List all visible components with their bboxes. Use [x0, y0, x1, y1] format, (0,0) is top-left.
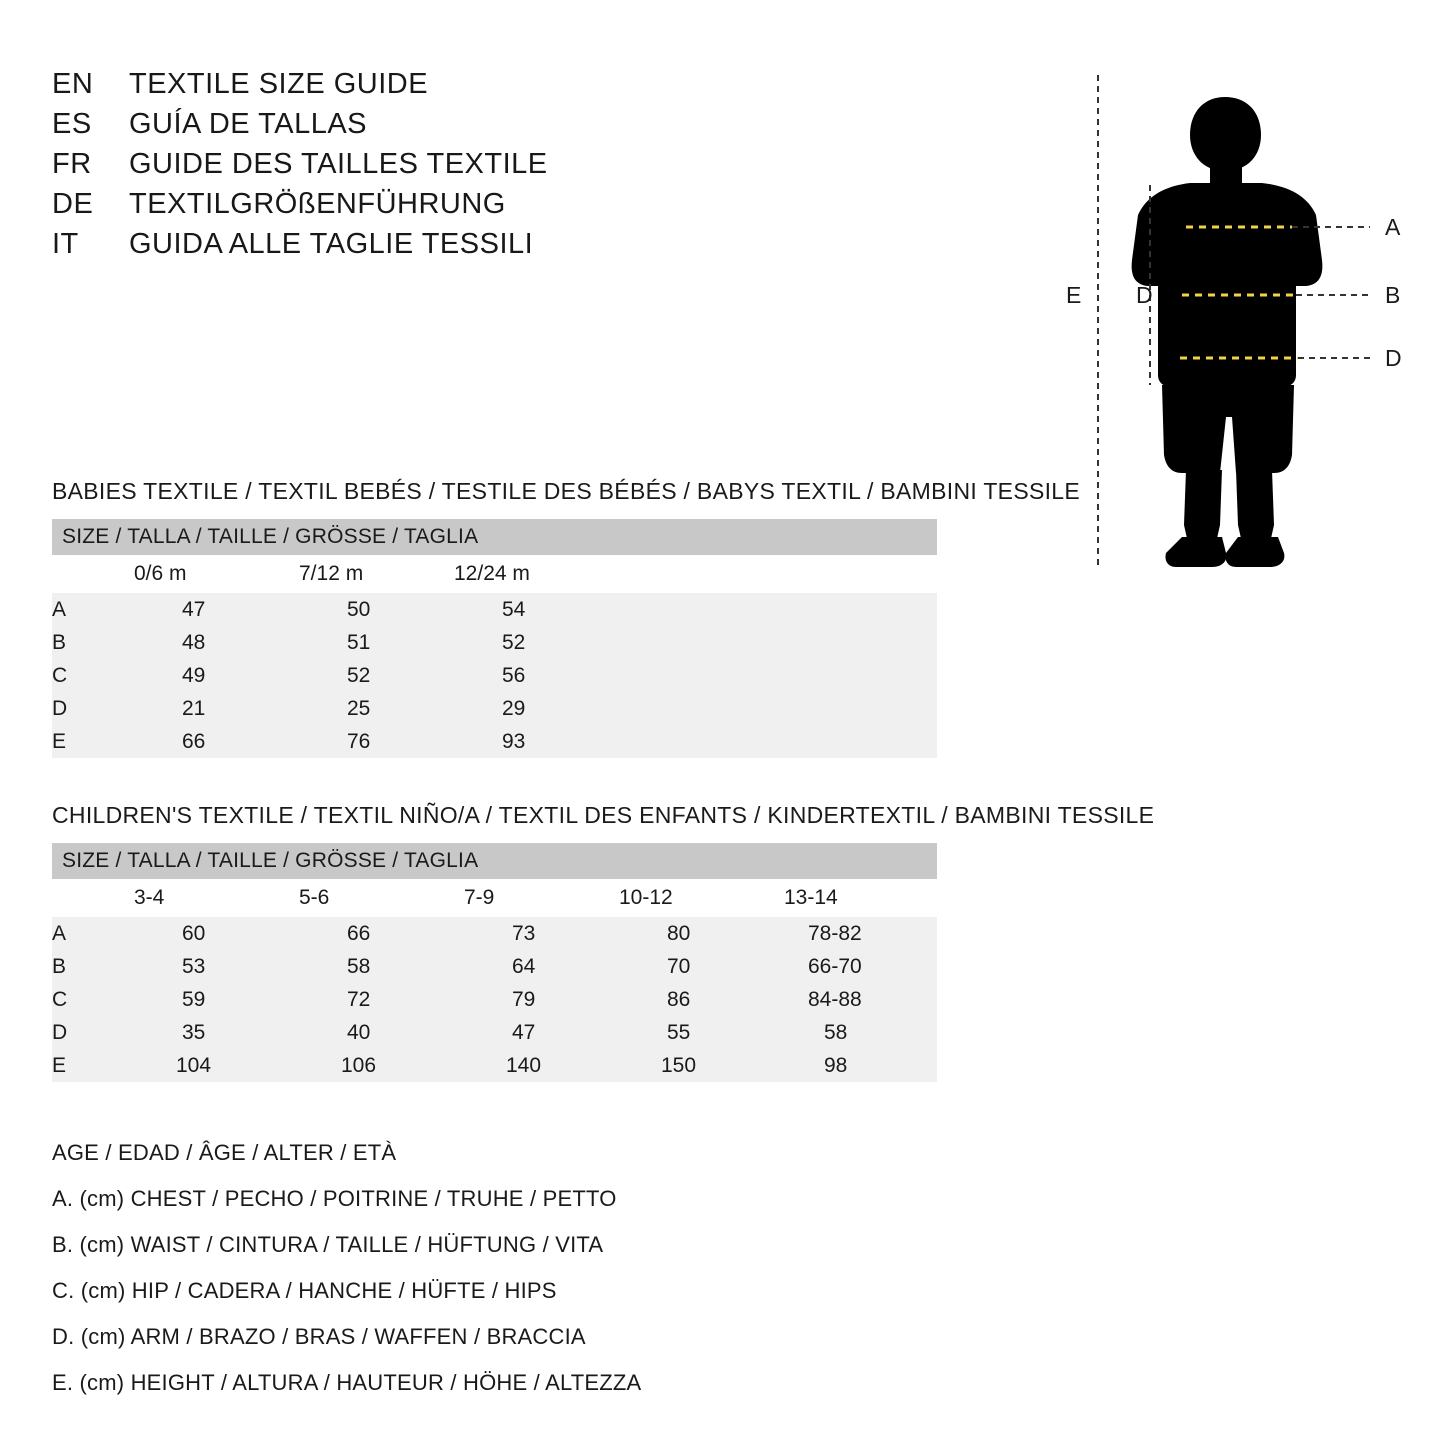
babies-a-1: 50	[299, 593, 454, 626]
title-lang-de: DE	[52, 188, 94, 220]
children-b-1: 58	[299, 950, 464, 983]
babies-c-1: 52	[299, 659, 454, 692]
marker-label-c: D	[1385, 345, 1402, 371]
babies-row-label-b: B	[52, 626, 134, 659]
children-section	[52, 802, 1392, 1082]
babies-a-0: 47	[134, 593, 299, 626]
babies-e-1: 76	[299, 725, 454, 758]
table-row	[52, 983, 937, 1016]
children-a-2: 73	[464, 917, 619, 950]
table-header-row	[52, 843, 937, 879]
title-row-de	[52, 188, 752, 221]
children-a-0: 60	[134, 917, 299, 950]
title-lang-fr: FR	[52, 148, 92, 180]
children-c-3: 86	[619, 983, 784, 1016]
babies-row-label-d: D	[52, 692, 134, 725]
children-size-table	[52, 843, 937, 1082]
title-row-es	[52, 108, 752, 141]
children-d-0: 35	[134, 1016, 299, 1049]
babies-b-2: 52	[454, 626, 937, 659]
table-row	[52, 692, 937, 725]
spacer-cell	[52, 879, 134, 917]
babies-size-table	[52, 519, 937, 758]
title-block	[52, 68, 752, 268]
children-c-4: 84-88	[784, 983, 937, 1016]
children-a-3: 80	[619, 917, 784, 950]
table-row	[52, 659, 937, 692]
children-e-0: 104	[134, 1049, 299, 1082]
children-col-4: 13-14	[784, 879, 937, 917]
babies-a-2: 54	[454, 593, 937, 626]
title-text-de: TEXTILGRÖßENFÜHRUNG	[129, 188, 506, 220]
children-e-4: 98	[784, 1049, 937, 1082]
children-c-2: 79	[464, 983, 619, 1016]
babies-d-0: 21	[134, 692, 299, 725]
children-row-label-c: C	[52, 983, 134, 1016]
babies-table-header: SIZE / TALLA / TAILLE / GRÖSSE / TAGLIA	[52, 519, 937, 555]
babies-c-0: 49	[134, 659, 299, 692]
title-row-it	[52, 228, 752, 261]
babies-col-1: 7/12 m	[299, 555, 454, 593]
babies-e-2: 93	[454, 725, 937, 758]
children-d-3: 55	[619, 1016, 784, 1049]
children-d-1: 40	[299, 1016, 464, 1049]
children-b-3: 70	[619, 950, 784, 983]
marker-label-e: E	[1066, 282, 1082, 308]
title-text-es: GUÍA DE TALLAS	[129, 108, 368, 140]
legend-block	[52, 1140, 952, 1416]
babies-b-1: 51	[299, 626, 454, 659]
table-row	[52, 725, 937, 758]
legend-waist: B. (cm) WAIST / CINTURA / TAILLE / HÜFTUNG / VITA	[52, 1232, 604, 1257]
children-a-4: 78-82	[784, 917, 937, 950]
marker-label-d: D	[1136, 282, 1153, 308]
babies-b-0: 48	[134, 626, 299, 659]
children-col-2: 7-9	[464, 879, 619, 917]
table-row	[52, 1016, 937, 1049]
children-row-label-e: E	[52, 1049, 134, 1082]
title-lang-it: IT	[52, 228, 79, 260]
children-a-1: 66	[299, 917, 464, 950]
children-c-1: 72	[299, 983, 464, 1016]
title-lang-es: ES	[52, 108, 92, 140]
legend-chest: A. (cm) CHEST / PECHO / POITRINE / TRUHE / PETTO	[52, 1186, 617, 1211]
marker-label-b: B	[1385, 282, 1401, 308]
children-col-3: 10-12	[619, 879, 784, 917]
babies-e-0: 66	[134, 725, 299, 758]
children-b-2: 64	[464, 950, 619, 983]
babies-col-2: 12/24 m	[454, 555, 937, 593]
children-d-4: 58	[784, 1016, 937, 1049]
title-text-it: GUIDA ALLE TAGLIE TESSILI	[129, 228, 534, 260]
children-col-0: 3-4	[134, 879, 299, 917]
children-e-1: 106	[299, 1049, 464, 1082]
table-row	[52, 593, 937, 626]
children-e-2: 140	[464, 1049, 619, 1082]
legend-age: AGE / EDAD / ÂGE / ALTER / ETÀ	[52, 1140, 397, 1165]
children-d-2: 47	[464, 1016, 619, 1049]
children-b-4: 66-70	[784, 950, 937, 983]
children-table-header: SIZE / TALLA / TAILLE / GRÖSSE / TAGLIA	[52, 843, 937, 879]
babies-section	[52, 478, 1392, 758]
title-row-en	[52, 68, 752, 101]
babies-row-label-a: A	[52, 593, 134, 626]
children-e-3: 150	[619, 1049, 784, 1082]
children-b-0: 53	[134, 950, 299, 983]
children-c-0: 59	[134, 983, 299, 1016]
marker-label-a: A	[1385, 214, 1401, 240]
table-sizes-row	[52, 555, 937, 593]
babies-row-label-e: E	[52, 725, 134, 758]
table-row	[52, 626, 937, 659]
children-row-label-b: B	[52, 950, 134, 983]
title-row-fr	[52, 148, 752, 181]
table-row	[52, 1049, 937, 1082]
children-col-1: 5-6	[299, 879, 464, 917]
babies-section-title: BABIES TEXTILE / TEXTIL BEBÉS / TESTILE DES BÉBÉS / BABYS TEXTIL / BAMBINI TESSILE	[52, 478, 1081, 504]
table-sizes-row	[52, 879, 937, 917]
title-text-en: TEXTILE SIZE GUIDE	[129, 68, 429, 100]
table-header-row	[52, 519, 937, 555]
spacer-cell	[52, 555, 134, 593]
table-row	[52, 950, 937, 983]
babies-col-0: 0/6 m	[134, 555, 299, 593]
title-lang-en: EN	[52, 68, 94, 100]
babies-d-1: 25	[299, 692, 454, 725]
babies-d-2: 29	[454, 692, 937, 725]
babies-row-label-c: C	[52, 659, 134, 692]
babies-c-2: 56	[454, 659, 937, 692]
legend-hip: C. (cm) HIP / CADERA / HANCHE / HÜFTE / HIPS	[52, 1278, 557, 1303]
legend-arm: D. (cm) ARM / BRAZO / BRAS / WAFFEN / BRACCIA	[52, 1324, 586, 1349]
table-row	[52, 917, 937, 950]
children-section-title: CHILDREN'S TEXTILE / TEXTIL NIÑO/A / TEXTIL DES ENFANTS / KINDERTEXTIL / BAMBINI TESSILE	[52, 802, 1155, 828]
title-text-fr: GUIDE DES TAILLES TEXTILE	[129, 148, 548, 180]
children-row-label-d: D	[52, 1016, 134, 1049]
children-row-label-a: A	[52, 917, 134, 950]
legend-height: E. (cm) HEIGHT / ALTURA / HAUTEUR / HÖHE / ALTEZZA	[52, 1370, 642, 1395]
